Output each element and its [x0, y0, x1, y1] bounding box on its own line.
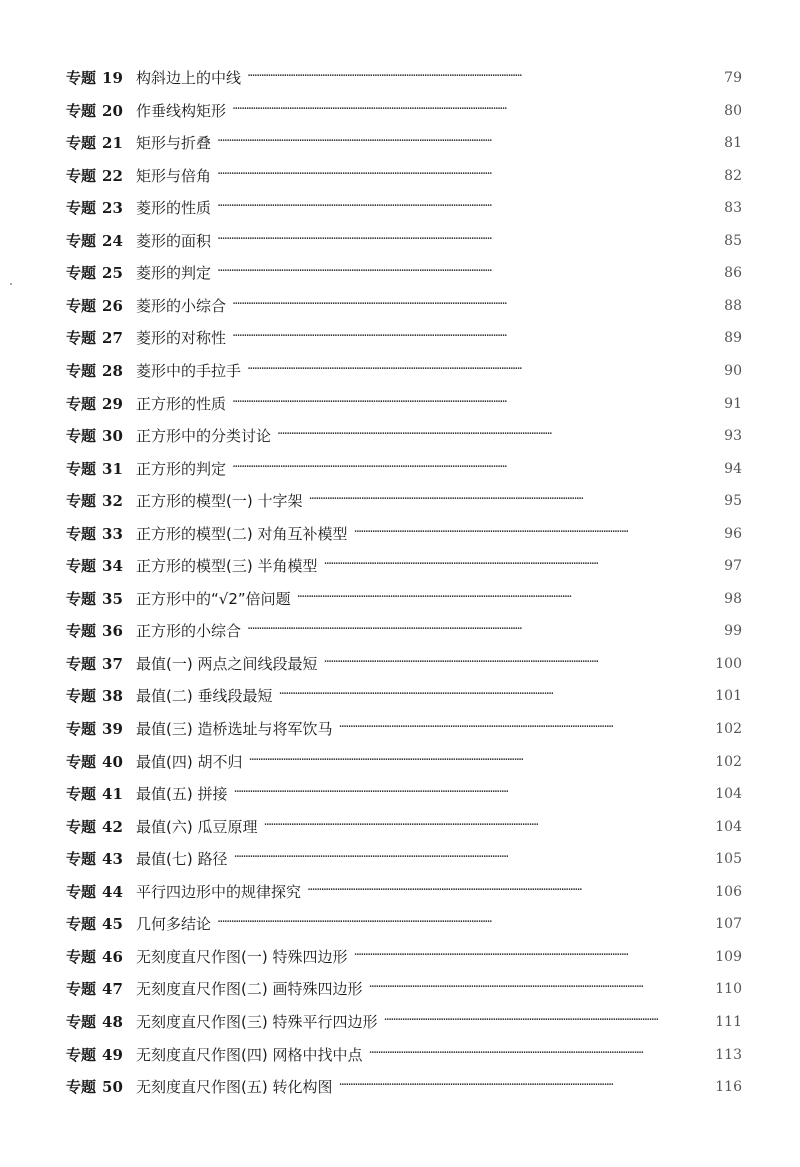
toc-leader-dots — [297, 586, 708, 610]
toc-entry-title: 正方形的判定 — [136, 460, 227, 478]
toc-entry-number: 30 — [102, 427, 123, 445]
toc-entry-prefix: 专题 — [66, 167, 97, 185]
toc-entry-number: 23 — [102, 199, 123, 217]
toc-entry-number: 29 — [102, 395, 123, 413]
toc-entry-label — [66, 1010, 136, 1034]
toc-entry-number: 48 — [102, 1013, 123, 1031]
toc-entry-label — [66, 294, 136, 318]
toc-entry-title: 矩形与折叠 — [136, 134, 212, 152]
toc-entry-number: 24 — [102, 232, 123, 250]
toc-leader-dots — [368, 1042, 708, 1066]
toc-entry-label — [66, 717, 136, 741]
toc-entry-title: 最值(七) 路径 — [136, 850, 228, 868]
toc-entry-title: 菱形的判定 — [136, 264, 212, 282]
toc-entry[interactable] — [66, 1010, 742, 1034]
toc-entry-label — [66, 587, 136, 611]
toc-leader-dots — [232, 98, 708, 122]
toc-leader-dots — [248, 749, 708, 773]
toc-entry-number: 31 — [102, 460, 123, 478]
toc-leader-dots — [277, 423, 708, 447]
toc-entry-label — [66, 782, 136, 806]
toc-entry-page: 93 — [724, 428, 742, 444]
toc-entry-prefix: 专题 — [66, 395, 97, 413]
toc-leader-dots — [263, 814, 708, 838]
toc-entry-number: 47 — [102, 980, 123, 998]
toc-entry-page: 80 — [724, 103, 742, 119]
toc-entry[interactable] — [66, 847, 742, 871]
toc-entry-title: 菱形的小综合 — [136, 297, 227, 315]
toc-entry-number: 44 — [102, 883, 123, 901]
toc-entry-page: 102 — [715, 721, 742, 737]
toc-entry-label — [66, 847, 136, 871]
toc-entry-page: 113 — [715, 1047, 742, 1063]
toc-entry-prefix: 专题 — [66, 525, 97, 543]
toc-entry-label — [66, 977, 136, 1001]
toc-entry-label — [66, 1075, 136, 1099]
toc-entry-page: 91 — [724, 396, 742, 412]
toc-entry-title: 最值(四) 胡不归 — [136, 753, 243, 771]
toc-entry-number: 40 — [102, 753, 123, 771]
toc-entry[interactable] — [66, 392, 742, 416]
toc-entry-number: 37 — [102, 655, 123, 673]
toc-entry[interactable] — [66, 912, 742, 936]
toc-entry-prefix: 专题 — [66, 818, 97, 836]
toc-leader-dots — [338, 1074, 708, 1098]
toc-entry-label — [66, 66, 136, 90]
toc-entry[interactable] — [66, 196, 742, 220]
toc-entry-prefix: 专题 — [66, 720, 97, 738]
toc-entry-prefix: 专题 — [66, 134, 97, 152]
toc-entry[interactable] — [66, 424, 742, 448]
toc-entry-page: 105 — [715, 851, 742, 867]
toc-entry-title: 作垂线构矩形 — [136, 102, 227, 120]
toc-entry-label — [66, 522, 136, 546]
toc-entry-number: 25 — [102, 264, 123, 282]
toc-entry-page: 116 — [715, 1079, 742, 1095]
toc-entry[interactable] — [66, 294, 742, 318]
toc-leader-dots — [217, 911, 708, 935]
toc-entry-title: 正方形的模型(一) 十字架 — [136, 492, 303, 510]
toc-entry-number: 39 — [102, 720, 123, 738]
toc-entry-prefix: 专题 — [66, 915, 97, 933]
toc-entry-prefix: 专题 — [66, 883, 97, 901]
toc-entry-label — [66, 131, 136, 155]
toc-entry-title: 菱形的对称性 — [136, 329, 227, 347]
toc-entry-page: 110 — [715, 981, 742, 997]
toc-entry-prefix: 专题 — [66, 980, 97, 998]
toc-entry-number: 20 — [102, 102, 123, 120]
toc-leader-dots — [383, 1009, 708, 1033]
toc-entry-label — [66, 164, 136, 188]
toc-entry-page: 104 — [715, 786, 742, 802]
toc-entry-prefix: 专题 — [66, 850, 97, 868]
toc-entry-title: 最值(六) 瓜豆原理 — [136, 818, 258, 836]
toc-entry-label — [66, 880, 136, 904]
toc-entry-label — [66, 99, 136, 123]
toc-leader-dots — [232, 391, 708, 415]
toc-entry-page: 82 — [724, 168, 742, 184]
toc-entry-number: 46 — [102, 948, 123, 966]
toc-entry[interactable] — [66, 489, 742, 513]
toc-entry-prefix: 专题 — [66, 199, 97, 217]
toc-entry[interactable] — [66, 815, 742, 839]
toc-entry-label — [66, 619, 136, 643]
toc-entry-number: 38 — [102, 687, 123, 705]
toc-entry-number: 26 — [102, 297, 123, 315]
toc-entry-prefix: 专题 — [66, 785, 97, 803]
toc-entry[interactable] — [66, 66, 742, 90]
toc-entry-label — [66, 652, 136, 676]
toc-entry-page: 104 — [715, 819, 742, 835]
toc-leader-dots — [217, 260, 708, 284]
toc-entry-page: 107 — [715, 916, 742, 932]
toc-entry-number: 43 — [102, 850, 123, 868]
toc-entry-page: 102 — [715, 754, 742, 770]
toc-leader-dots — [353, 521, 708, 545]
toc-entry[interactable] — [66, 1075, 742, 1099]
toc-entry-title: 菱形的面积 — [136, 232, 212, 250]
toc-entry-title: 正方形的模型(三) 半角模型 — [136, 557, 318, 575]
toc-leader-dots — [233, 846, 708, 870]
toc-leader-dots — [307, 879, 708, 903]
toc-entry-prefix: 专题 — [66, 297, 97, 315]
toc-entry[interactable] — [66, 229, 742, 253]
toc-entry-label — [66, 489, 136, 513]
toc-entry-label — [66, 554, 136, 578]
toc-entry-title: 最值(五) 拼接 — [136, 785, 228, 803]
toc-entry-prefix: 专题 — [66, 232, 97, 250]
toc-entry-label — [66, 457, 136, 481]
toc-leader-dots — [323, 651, 708, 675]
toc-leader-dots — [217, 130, 708, 154]
toc-entry-label — [66, 359, 136, 383]
toc-entry-title: 构斜边上的中线 — [136, 69, 242, 87]
toc-entry[interactable] — [66, 782, 742, 806]
toc-entry-title: 正方形的性质 — [136, 395, 227, 413]
toc-entry-prefix: 专题 — [66, 264, 97, 282]
toc-entry-number: 41 — [102, 785, 123, 803]
toc-entry-prefix: 专题 — [66, 590, 97, 608]
toc-entry-page: 96 — [724, 526, 742, 542]
toc-entry-label — [66, 912, 136, 936]
toc-entry-prefix: 专题 — [66, 622, 97, 640]
toc-entry-page: 89 — [724, 330, 742, 346]
toc-entry-label — [66, 424, 136, 448]
toc-entry-prefix: 专题 — [66, 69, 97, 87]
toc-entry-number: 35 — [102, 590, 123, 608]
toc-entry-number: 34 — [102, 557, 123, 575]
toc-entry[interactable] — [66, 326, 742, 350]
toc-entry-label — [66, 1043, 136, 1067]
toc-entry-number: 45 — [102, 915, 123, 933]
toc-entry[interactable] — [66, 261, 742, 285]
toc-entry-prefix: 专题 — [66, 329, 97, 347]
toc-entry-label — [66, 815, 136, 839]
toc-entry-page: 86 — [724, 265, 742, 281]
toc-entry-title: 正方形中的“√2”倍问题 — [136, 590, 291, 608]
toc-entry-prefix: 专题 — [66, 687, 97, 705]
toc-entry-page: 109 — [715, 949, 742, 965]
toc-entry-label — [66, 945, 136, 969]
scan-speck — [10, 283, 12, 285]
toc-entry[interactable] — [66, 880, 742, 904]
toc-entry-page: 106 — [715, 884, 742, 900]
toc-entry-number: 21 — [102, 134, 123, 152]
toc-entry-label — [66, 261, 136, 285]
toc-entry-page: 90 — [724, 363, 742, 379]
toc-entry[interactable] — [66, 717, 742, 741]
toc-entry[interactable] — [66, 554, 742, 578]
toc-entry-page: 98 — [724, 591, 742, 607]
toc-leader-dots — [217, 195, 708, 219]
toc-entry-prefix: 专题 — [66, 655, 97, 673]
toc-entry-title: 正方形的模型(二) 对角互补模型 — [136, 525, 348, 543]
toc-entry-number: 32 — [102, 492, 123, 510]
toc-entry-label — [66, 196, 136, 220]
toc-leader-dots — [232, 456, 708, 480]
toc-entry-title: 矩形与倍角 — [136, 167, 212, 185]
toc-entry[interactable] — [66, 587, 742, 611]
toc-entry-title: 菱形中的手拉手 — [136, 362, 242, 380]
toc-entry-title: 最值(一) 两点之间线段最短 — [136, 655, 318, 673]
toc-leader-dots — [338, 716, 708, 740]
toc-entry-title: 正方形中的分类讨论 — [136, 427, 272, 445]
toc-entry[interactable] — [66, 131, 742, 155]
toc-entry[interactable] — [66, 684, 742, 708]
toc-entry-prefix: 专题 — [66, 460, 97, 478]
toc-entry-title: 正方形的小综合 — [136, 622, 242, 640]
toc-entry[interactable] — [66, 945, 742, 969]
toc-entry-title: 无刻度直尺作图(二) 画特殊四边形 — [136, 980, 363, 998]
toc-entry-page: 81 — [724, 135, 742, 151]
toc-leader-dots — [217, 163, 708, 187]
toc-entry[interactable] — [66, 99, 742, 123]
toc-entry-prefix: 专题 — [66, 1078, 97, 1096]
toc-entry-prefix: 专题 — [66, 427, 97, 445]
toc-entry-number: 27 — [102, 329, 123, 347]
toc-entry-title: 无刻度直尺作图(四) 网格中找中点 — [136, 1046, 363, 1064]
toc-leader-dots — [308, 488, 708, 512]
toc-entry-number: 19 — [102, 69, 123, 87]
toc-entry-prefix: 专题 — [66, 492, 97, 510]
toc-entry-page: 83 — [724, 200, 742, 216]
toc-entry-number: 49 — [102, 1046, 123, 1064]
toc-entry-number: 50 — [102, 1078, 123, 1096]
toc-entry-page: 100 — [715, 656, 742, 672]
toc-entry-prefix: 专题 — [66, 1046, 97, 1064]
toc-leader-dots — [233, 781, 708, 805]
toc-entry[interactable] — [66, 977, 742, 1001]
toc-leader-dots — [247, 358, 708, 382]
toc-entry-page: 94 — [724, 461, 742, 477]
toc-entry-prefix: 专题 — [66, 557, 97, 575]
toc-entry-prefix: 专题 — [66, 102, 97, 120]
toc-entry[interactable] — [66, 522, 742, 546]
toc-entry-number: 28 — [102, 362, 123, 380]
toc-entry-page: 111 — [715, 1014, 742, 1030]
toc-entry-page: 99 — [724, 623, 742, 639]
toc-entry[interactable] — [66, 750, 742, 774]
toc-entry[interactable] — [66, 619, 742, 643]
toc-entry-label — [66, 326, 136, 350]
toc-leader-dots — [232, 293, 708, 317]
toc-entry-label — [66, 229, 136, 253]
toc-entry-prefix: 专题 — [66, 362, 97, 380]
toc-leader-dots — [232, 325, 708, 349]
toc-entry-label — [66, 392, 136, 416]
toc-entry-number: 33 — [102, 525, 123, 543]
toc-entry-number: 22 — [102, 167, 123, 185]
toc-leader-dots — [353, 944, 708, 968]
toc-entry[interactable] — [66, 359, 742, 383]
toc-entry-title: 无刻度直尺作图(一) 特殊四边形 — [136, 948, 348, 966]
toc-entry-title: 平行四边形中的规律探究 — [136, 883, 302, 901]
toc-entry[interactable] — [66, 1043, 742, 1067]
toc-leader-dots — [217, 228, 708, 252]
toc-entry-title: 无刻度直尺作图(三) 特殊平行四边形 — [136, 1013, 378, 1031]
toc-entry-title: 无刻度直尺作图(五) 转化构图 — [136, 1078, 333, 1096]
toc-entry-title: 最值(二) 垂线段最短 — [136, 687, 273, 705]
toc-entry[interactable] — [66, 164, 742, 188]
toc-leader-dots — [247, 618, 708, 642]
toc-leader-dots — [368, 976, 708, 1000]
toc-entry-page: 95 — [724, 493, 742, 509]
toc-entry-title: 几何多结论 — [136, 915, 212, 933]
toc-entry-page: 97 — [724, 558, 742, 574]
toc-entry-prefix: 专题 — [66, 753, 97, 771]
toc-leader-dots — [323, 553, 708, 577]
toc-leader-dots — [278, 683, 708, 707]
toc-entry-page: 79 — [724, 70, 742, 86]
toc-entry-number: 36 — [102, 622, 123, 640]
toc-entry[interactable] — [66, 457, 742, 481]
toc-entry-label — [66, 684, 136, 708]
toc-entry-title: 菱形的性质 — [136, 199, 212, 217]
toc-entry-prefix: 专题 — [66, 1013, 97, 1031]
toc-entry-page: 101 — [715, 688, 742, 704]
toc-entry-title: 最值(三) 造桥选址与将军饮马 — [136, 720, 333, 738]
toc-entry-page: 88 — [724, 298, 742, 314]
toc-entry-label — [66, 750, 136, 774]
toc-entry-prefix: 专题 — [66, 948, 97, 966]
toc-entry-page: 85 — [724, 233, 742, 249]
toc-entry-number: 42 — [102, 818, 123, 836]
toc-entry[interactable] — [66, 652, 742, 676]
toc-leader-dots — [247, 65, 708, 89]
